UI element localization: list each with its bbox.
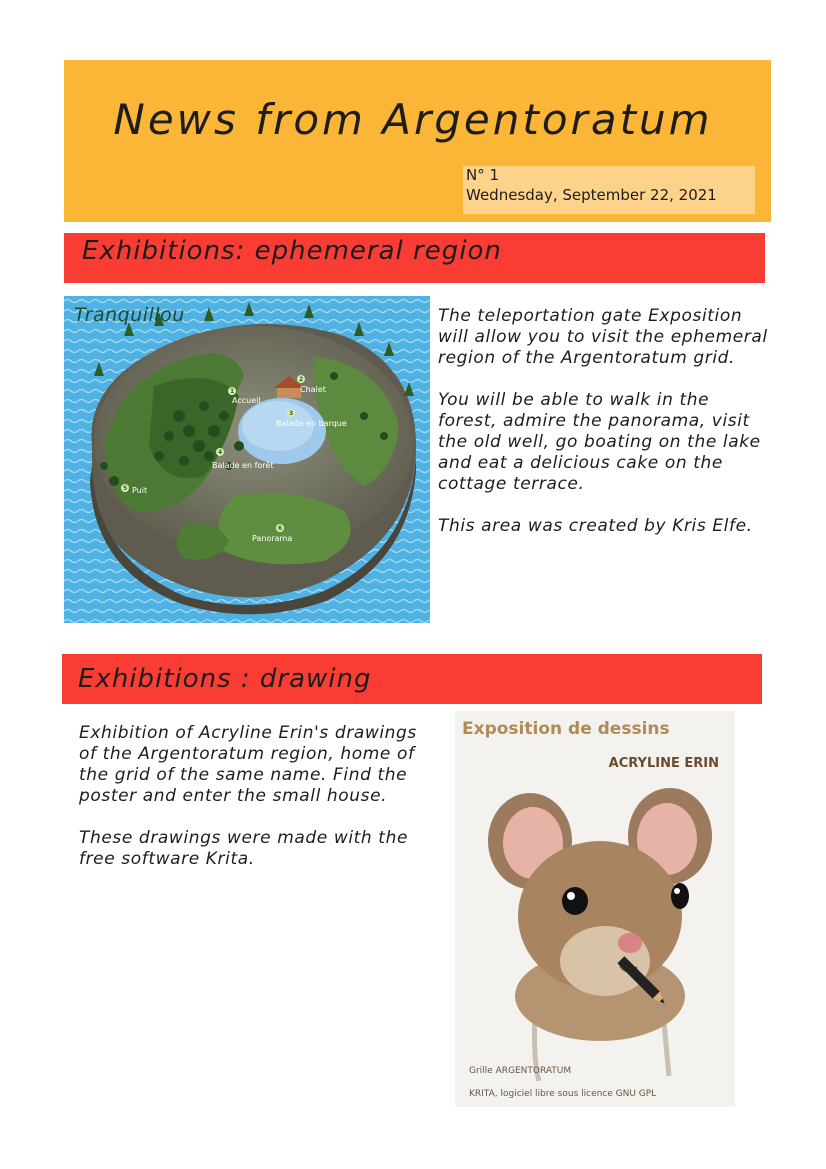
paragraph: This area was created by Kris Elfe. [438,516,753,536]
paragraph: You will be able to walk in the forest, admire the panorama, visit the old well, go boating on the lake and eat a delicious cake on the cottage terrace. [438,390,761,494]
map-marker-label: Chalet [300,385,326,394]
map-marker-num: 2 [299,376,304,383]
section-heading-ephemeral: Exhibitions: ephemeral region [82,236,502,266]
paragraph: These drawings were made with the free software Krita. [79,828,409,869]
map-marker-num: 1 [230,388,235,395]
map-marker-num: 4 [218,449,223,456]
map-marker-label: Puit [132,486,148,495]
paragraph: The teleportation gate Exposition will allow you to visit the ephemeral region of the Argentoratum grid. [438,306,768,368]
map-marker-label: Accueil [232,396,261,405]
section1-text [438,306,768,558]
map-marker-num: 6 [278,525,283,532]
section2-text [79,723,424,891]
map-marker-label: Panorama [252,534,293,543]
poster-grid-text: Grille ARGENTORATUM [469,1066,572,1076]
map-marker-label: Balade en forêt [212,461,274,470]
paragraph: Exhibition of Acryline Erin's drawings of the Argentoratum region, home of the grid of the same name. Find the poster and enter the small house. [79,723,417,806]
mouse-illustration [455,781,735,1081]
poster-licence-text: KRITA, logiciel libre sous licence GNU GPL [469,1089,657,1099]
poster-title: Exposition de dessins [462,719,670,739]
map-illustration [64,296,430,623]
issue-number: N° 1 [466,166,500,184]
map-title: Tranquillou [74,304,185,326]
section-heading-drawing: Exhibitions : drawing [78,664,372,694]
issue-date: Wednesday, September 22, 2021 [466,186,717,204]
exhibition-poster [455,711,735,1107]
map-marker-num: 5 [123,485,128,492]
poster-artist: ACRYLINE ERIN [608,756,719,771]
map-marker-label: Balade en barque [276,419,347,428]
newspaper-title: News from Argentoratum [113,95,713,144]
region-map-image [64,296,430,623]
map-marker-num: 3 [289,410,294,417]
